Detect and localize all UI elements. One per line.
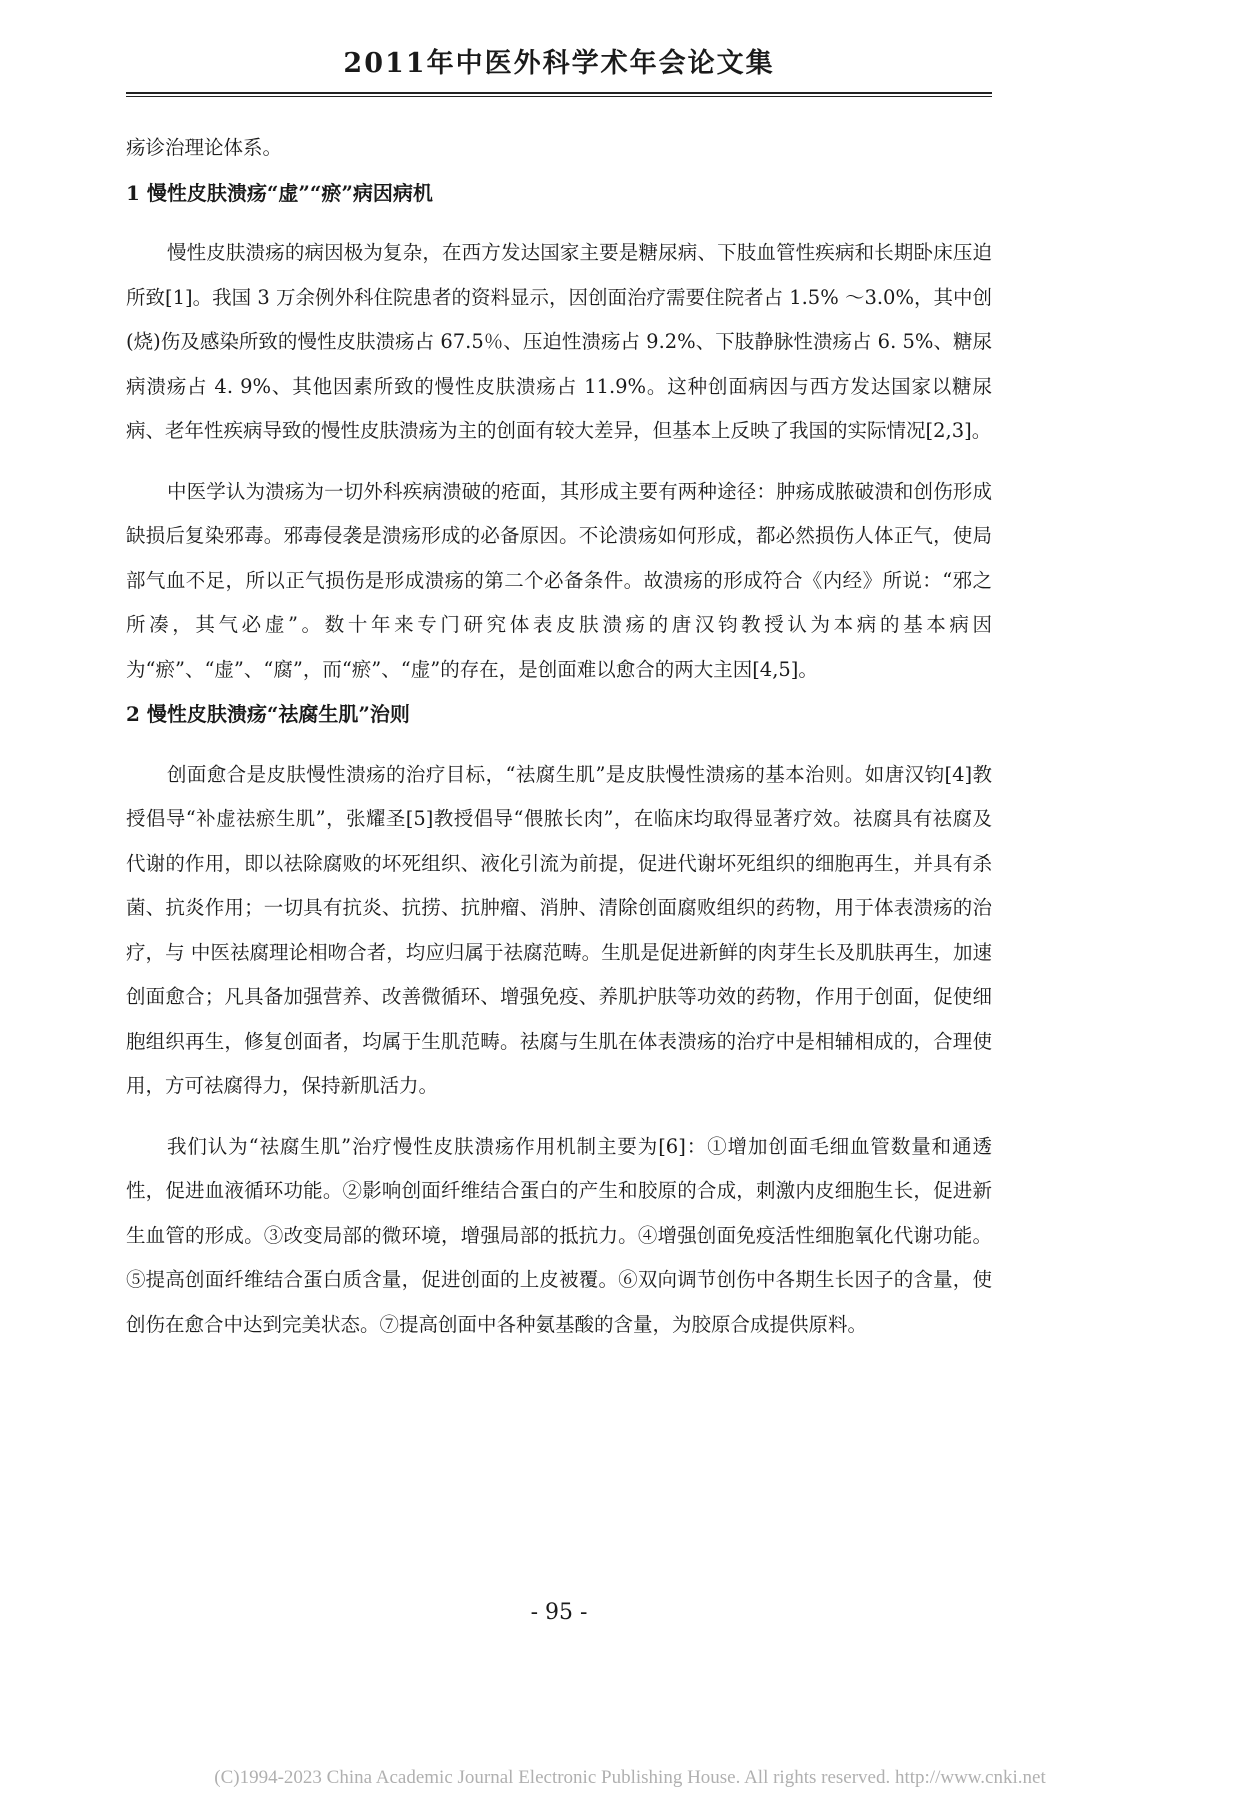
paragraph-3: 创面愈合是皮肤慢性溃疡的治疗目标，“祛腐生肌”是皮肤慢性溃疡的基本治则。如唐汉钧[4]教授倡导“补虚祛瘀生肌”，张耀圣[5]教授倡导“偎脓长肉”，在临床均取得显著疗效。祛腐具有祛腐及代谢的作用，即以祛除腐败的坏死组织、液化引流为前提，促进代谢坏死组织的细胞再生，并具有杀菌、抗炎作用；一切具有抗炎、抗捞、抗肿瘤、消肿、清除创面腐败组织的药物，用于体表溃疡的治疗，与 中医祛腐理论相吻合者，均应归属于祛腐范畴。生肌是促进新鲜的肉芽生长及肌肤再生，加速创面愈合；凡具备加强营养、改善微循环、增强免疫、养肌护肤等功效的药物，作用于创面，促使细胞组织再生，修复创面者，均属于生肌范畴。祛腐与生肌在体表溃疡的治疗中是相辅相成的，合理使用，方可祛腐得力，保持新肌活力。	[126, 762, 992, 1097]
paragraph-4: 我们认为“祛腐生肌”治疗慢性皮肤溃疡作用机制主要为[6]：①增加创面毛细血管数量和通透性，促进血液循环功能。②影响创面纤维结合蛋白的产生和胶原的合成，刺激内皮细胞生长，促进新生血管的形成。③改变局部的微环境，增强局部的抵抗力。④增强创面免疫活性细胞氧化代谢功能。⑤提高创面纤维结合蛋白质含量，促进创面的上皮被覆。⑥双向调节创伤中各期生长因子的含量，使创伤在愈合中达到完美状态。⑦提高创面中各种氨基酸的含量，为胶原合成提供原料。	[126, 1134, 992, 1336]
paragraph-2: 中医学认为溃疡为一切外科疾病溃破的疮面，其形成主要有两种途径：肿疡成脓破溃和创伤形成缺损后复染邪毒。邪毒侵袭是溃疡形成的必备原因。不论溃疡如何形成，都必然损伤人体正气，使局部气血不足，所以正气损伤是形成溃疡的第二个必备条件。故溃疡的形成符合《内经》所说：“邪之所凑，其气必虚”。数十年来专门研究体表皮肤溃疡的唐汉钧教授认为本病的基本病因为“瘀”、“虚”、“腐”，而“瘀”、“虚”的存在，是创面难以愈合的两大主因[4,5]。	[126, 479, 992, 681]
section-2-heading: 2 慢性皮肤溃疡“祛腐生肌”治则	[126, 702, 410, 726]
continuation-line: 疡诊治理论体系。	[126, 136, 283, 159]
paragraph-1: 慢性皮肤溃疡的病因极为复杂，在西方发达国家主要是糖尿病、下肢血管性疾病和长期卧床压迫所致[1]。我国 3 万余例外科住院患者的资料显示，因创面治疗需要住院者占 1.5% ～3.0%，其中创(烧)伤及感染所致的慢性皮肤溃疡占 67.5％、压迫性溃疡占 9.2%、下肢静脉性溃疡占 6. 5%、糖尿病溃疡占 4. 9%、其他因素所致的慢性皮肤溃疡占 11.9%。这种创面病因与西方发达国家以糖尿病、老年性疾病导致的慢性皮肤溃疡为主的创面有较大差异，但基本上反映了我国的实际情况[2,3]。	[126, 241, 992, 442]
header-rule-thin	[126, 96, 992, 97]
header-rule	[126, 92, 992, 94]
page-number: - 95 -	[530, 1600, 588, 1625]
running-header: 2011年中医外科学术年会论文集	[343, 48, 775, 79]
section-1-heading: 1 慢性皮肤溃疡“虚”“瘀”病因病机	[126, 180, 433, 205]
paper-body	[126, 126, 992, 1347]
copyright-watermark: (C)1994-2023 China Academic Journal Electronic Publishing House. All rights reserved. http://www.cnki.net	[214, 1767, 1046, 1788]
